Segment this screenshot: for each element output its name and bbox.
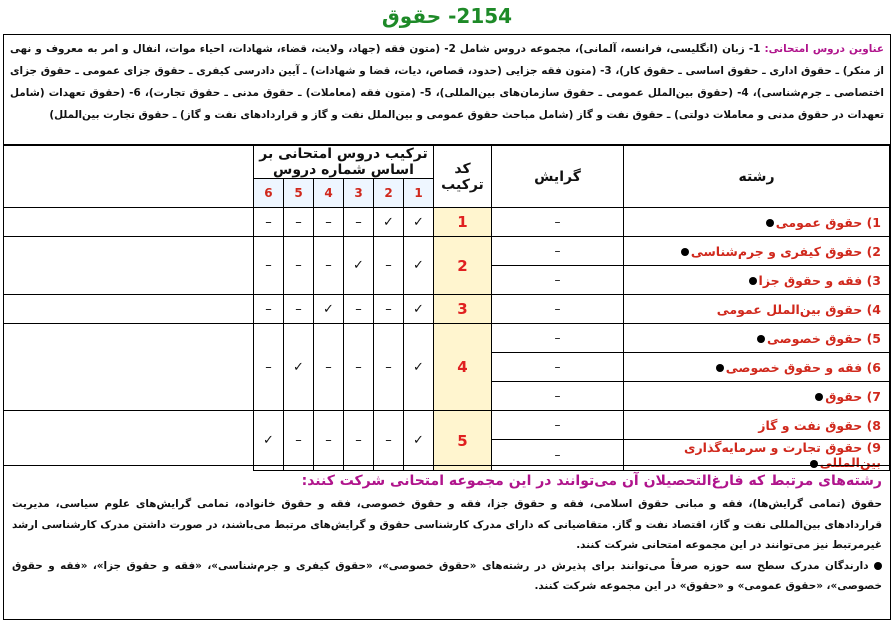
empty-cell [3, 324, 253, 411]
course-mark: – [314, 324, 344, 411]
course-number: 5 [284, 179, 314, 208]
course-number: 1 [404, 179, 434, 208]
related-fields-note: دارندگان مدرک سطح سه حوزه صرفاً می‌توانند برای پذیرش در رشته‌های «حقوق خصوصی»، «حقوق کیفری و جرم‌شناسی»، «فقه و حقوق جزا»، «فقه و حقوق خصوصی»، «حقوق عمومی» و «حقوق» در این مجموعه شرکت کنند. [12, 559, 882, 592]
field-label: 1) حقوق عمومی [775, 214, 881, 230]
course-mark: – [344, 208, 374, 237]
combination-table [3, 145, 890, 471]
trend-cell: – [492, 440, 624, 471]
course-mark: ✓ [404, 411, 434, 471]
course-mark: – [253, 324, 283, 411]
field-name [624, 295, 890, 324]
course-mark: ✓ [404, 208, 434, 237]
course-number: 6 [253, 179, 283, 208]
related-fields-heading: رشته‌های مرتبط که فارغ‌التحصیلان آن می‌توانند در این مجموعه امتحانی شرکت کنند: [301, 473, 882, 489]
course-mark: – [374, 237, 404, 295]
course-mark: – [314, 237, 344, 295]
trend-cell: – [492, 382, 624, 411]
combination-code: 1 [434, 208, 492, 237]
content-frame [3, 34, 891, 620]
exam-subjects-text: 1- زبان (انگلیسی، فرانسه، آلمانی)، مجموعه دروس شامل 2- (متون فقه (جهاد، ولایت، قضاء، شهادات، احیاء موات، انفال و امر به معروف و نهی از منکر) ـ حقوق اداری ـ حقوق اساسی ـ حقوق کار)، 3- (متون فقه جزایی (حدود، قصاص، دیات، قضا و شهادات) ـ آیین دادرسی کیفری ـ حقوق جزای عمومی ـ حقوق جزای اختصاصی ـ جرم‌شناسی)، 4- (حقوق بین‌الملل عمومی ـ حقوق سازمان‌های بین‌المللی)، 5- (متون فقه (معاملات) ـ حقوق مدنی ـ حقوق تجارت)، 6- (حقوق تعهدات (شامل تعهدات در حقوق مدنی و معاملات دولتی) ـ حقوق نفت و گاز (شامل مباحث حقوق عمومی و بین‌الملل نفت و گاز و قراردادهای نفت و گاز) ـ حقوق تجارت بین‌الملل) [10, 43, 884, 121]
empty-cell [3, 295, 253, 324]
course-mark: – [344, 324, 374, 411]
empty-cell [3, 237, 253, 295]
header-field: رشته [624, 146, 890, 208]
table-row [3, 324, 889, 353]
course-number: 2 [374, 179, 404, 208]
trend-cell: – [492, 324, 624, 353]
course-mark: – [284, 411, 314, 471]
table-row [3, 411, 889, 440]
course-mark: ✓ [253, 411, 283, 471]
field-name [624, 266, 890, 295]
field-name [624, 353, 890, 382]
course-number: 4 [314, 179, 344, 208]
empty-cell [3, 411, 253, 471]
table-header-row [3, 146, 889, 179]
course-mark: ✓ [344, 237, 374, 295]
combination-code: 3 [434, 295, 492, 324]
course-mark: ✓ [404, 237, 434, 295]
bullet-dot-icon [757, 335, 765, 343]
trend-cell: – [492, 411, 624, 440]
course-mark: – [374, 411, 404, 471]
field-label: 9) حقوق تجارت و سرمایه‌گذاری بین‌المللی [684, 440, 881, 470]
field-name [624, 208, 890, 237]
course-mark: – [314, 208, 344, 237]
course-mark: – [253, 208, 283, 237]
empty-cell [3, 208, 253, 237]
field-label: 5) حقوق خصوصی [766, 330, 881, 346]
course-number: 3 [344, 179, 374, 208]
table-row [3, 208, 889, 237]
course-mark: ✓ [404, 324, 434, 411]
page-title: 2154- حقوق [381, 4, 513, 28]
course-mark: – [344, 411, 374, 471]
trend-cell: – [492, 208, 624, 237]
field-name [624, 382, 890, 411]
course-mark: ✓ [284, 324, 314, 411]
header-trend: گرایش [492, 146, 624, 208]
trend-cell: – [492, 237, 624, 266]
bullet-dot-icon [874, 562, 882, 570]
field-name [624, 237, 890, 266]
combination-code: 5 [434, 411, 492, 471]
table-row [3, 295, 889, 324]
bullet-dot-icon [766, 219, 774, 227]
field-label: 7) حقوق [825, 388, 881, 404]
course-mark: – [314, 411, 344, 471]
bullet-dot-icon [815, 393, 823, 401]
course-mark: ✓ [374, 208, 404, 237]
field-name [624, 324, 890, 353]
combination-code: 4 [434, 324, 492, 411]
related-fields-text: حقوق (تمامی گرایش‌ها)، فقه و مبانی حقوق اسلامی، فقه و حقوق جزا، فقه و حقوق خصوصی، فقه و حقوق خانواده، تمامی گرایش‌های علوم سیاسی، مدیریت قراردادهای بین‌المللی نفت و گاز، اقتصاد نفت و گاز. متقاضیانی که دارای مدرک کارشناسی حقوق و گرایش‌های مرتبط می‌باشند، در صورت داشتن مدرک کارشناسی ارشد غیرمرتبط نیز می‌توانند در این مجموعه امتحانی شرکت کنند. [12, 498, 882, 551]
exam-subjects-section [4, 35, 890, 145]
field-name [624, 411, 890, 440]
header-code: کد ترکیب [434, 146, 492, 208]
related-fields-section [4, 465, 890, 620]
bullet-dot-icon [749, 277, 757, 285]
field-label: 3) فقه و حقوق جزا [758, 272, 881, 288]
course-mark: ✓ [314, 295, 344, 324]
course-mark: ✓ [404, 295, 434, 324]
bullet-dot-icon [681, 248, 689, 256]
field-label: 8) حقوق نفت و گاز [758, 417, 881, 433]
bullet-dot-icon [716, 364, 724, 372]
exam-subjects-heading: عناوین دروس امتحانی: [764, 43, 884, 55]
field-label: 4) حقوق بین‌الملل عمومی [716, 301, 881, 317]
course-mark: – [284, 237, 314, 295]
course-mark: – [374, 295, 404, 324]
combination-code: 2 [434, 237, 492, 295]
table-row [3, 237, 889, 266]
trend-cell: – [492, 266, 624, 295]
course-mark: – [253, 237, 283, 295]
trend-cell: – [492, 353, 624, 382]
header-blank [3, 146, 253, 208]
course-mark: – [344, 295, 374, 324]
course-mark: – [284, 295, 314, 324]
course-mark: – [253, 295, 283, 324]
course-mark: – [284, 208, 314, 237]
field-label: 6) فقه و حقوق خصوصی [725, 359, 881, 375]
header-combination: ترکیب دروس امتحانی بر اساس شماره دروس [253, 146, 433, 179]
course-mark: – [374, 324, 404, 411]
trend-cell: – [492, 295, 624, 324]
field-label: 2) حقوق کیفری و جرم‌شناسی [690, 243, 881, 259]
